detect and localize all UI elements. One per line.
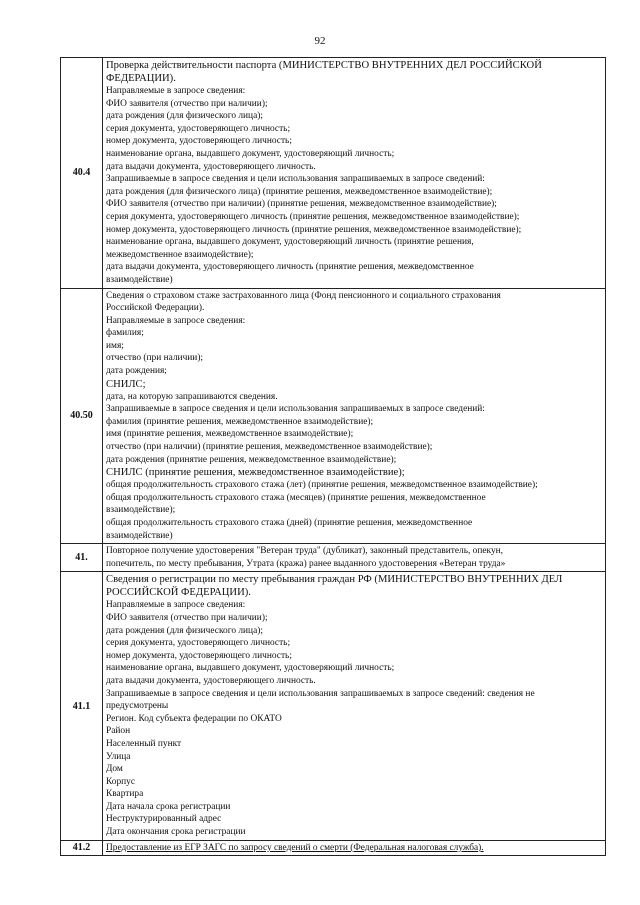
text-line: Сведения о страховом стаже застрахованного лица (Фонд пенсионного и социального страхования — [106, 290, 501, 301]
text-line: ФИО заявителя (отчество при наличии); — [106, 98, 268, 109]
table-row — [61, 840, 606, 856]
page-number: 92 — [314, 35, 326, 47]
text-line: наименование органа, выдавшего документ, удостоверяющий личность; — [106, 148, 395, 159]
text-line: дата рождения; — [106, 366, 167, 377]
text-line: серия документа, удостоверяющего личность; — [106, 638, 291, 649]
text-line: дата выдачи документа, удостоверяющего личность. — [106, 675, 316, 686]
text-line: общая продолжительность страхового стажа (месяцев) (принятие решения, межведомственное — [106, 492, 486, 503]
text-line: СНИЛС; — [106, 378, 146, 390]
text-line: общая продолжительность страхового стажа (дней) (принятие решения, межведомственное — [106, 518, 473, 528]
row-number: 41.2 — [61, 840, 103, 856]
row-description — [103, 572, 606, 840]
text-line: дата выдачи документа, удостоверяющего личность (принятие решения, межведомственное — [106, 262, 474, 273]
text-line: Дата окончания срока регистрации — [106, 827, 246, 838]
text-line: Дата начала срока регистрации — [106, 801, 231, 812]
text-line: номер документа, удостоверяющего личность; — [106, 136, 292, 147]
text-line: Запрашиваемые в запросе сведения и цели использования запрашиваемых в запросе сведений: — [106, 174, 485, 185]
text-line: отчество (при наличии) (принятие решения, межведомственное взаимодействие); — [106, 442, 433, 453]
text-line: СНИЛС (принятие решения, межведомственное взаимодействие); — [106, 467, 405, 479]
text-line: наименование органа, выдавшего документ, удостоверяющий личность; — [106, 663, 395, 674]
text-line: Российской Федерации). — [106, 303, 205, 314]
text-line: Корпус — [106, 776, 136, 787]
text-line: ФИО заявителя (отчество при наличии) (принятие решения, межведомственное взаимодействие); — [106, 199, 497, 210]
text-line: дата выдачи документа, удостоверяющего личность. — [106, 161, 316, 172]
text-line: серия документа, удостоверяющего личность; — [106, 123, 291, 134]
table-row — [61, 58, 606, 289]
text-line: общая продолжительность страхового стажа (лет) (принятие решения, межведомственное взаимодействие); — [106, 480, 538, 491]
text-line: дата, на которую запрашиваются сведения. — [106, 391, 278, 402]
text-line: фамилия (принятие решения, межведомственное взаимодействие); — [106, 416, 374, 427]
services-table — [60, 57, 606, 856]
text-line: номер документа, удостоверяющего личность; — [106, 650, 292, 661]
text-line: Район — [106, 726, 131, 737]
text-line: Улица — [106, 751, 131, 762]
row-description — [103, 544, 606, 572]
text-line: наименование органа, выдавшего документ, удостоверяющий личность (принятие решения, — [106, 237, 474, 248]
text-line: Населенный пункт — [106, 738, 182, 749]
row-description — [103, 288, 606, 544]
text-line: дата рождения (принятие решения, межведомственное взаимодействие); — [106, 454, 397, 465]
text-line: РОССИЙСКОЙ ФЕДЕРАЦИИ). — [106, 587, 251, 599]
row-number: 40.4 — [61, 58, 103, 289]
text-line: Проверка действительности паспорта (МИНИСТЕРСТВО ВНУТРЕННИХ ДЕЛ РОССИЙСКОЙ — [106, 60, 542, 71]
text-line: Квартира — [106, 789, 144, 800]
text-line: имя; — [106, 340, 124, 351]
text-line: межведомственное взаимодействие); — [106, 249, 254, 260]
text-line: номер документа, удостоверяющего личность (принятие решения, межведомственное взаимодействие); — [106, 224, 522, 235]
text-line: Направляемые в запросе сведения: — [106, 86, 246, 96]
text-line: дата рождения (для физического лица); — [106, 625, 263, 636]
text-line: попечитель, по месту пребывания, Утрата (кража) ранее выданного удостоверения «Ветеран труда» — [106, 558, 506, 569]
row-number: 41.1 — [61, 572, 103, 840]
row-number: 41. — [61, 544, 103, 572]
table-row — [61, 572, 606, 840]
table-row — [61, 544, 606, 572]
row-number: 40.50 — [61, 288, 103, 544]
text-line: имя (принятие решения, межведомственное взаимодействие); — [106, 429, 354, 440]
text-line: ФИО заявителя (отчество при наличии); — [106, 612, 268, 623]
row-description — [103, 840, 606, 856]
text-line: фамилия; — [106, 328, 144, 339]
text-line: отчество (при наличии); — [106, 353, 204, 364]
text-line: дата рождения (для физического лица); — [106, 111, 263, 122]
text-line: Запрашиваемые в запросе сведения и цели использования запрашиваемых в запросе сведений: — [106, 404, 485, 415]
text-line: Направляемые в запросе сведения: — [106, 600, 246, 611]
text-line: взаимодействие); — [106, 505, 176, 516]
text-line: Неструктурированный адрес — [106, 814, 222, 825]
text-line: Сведения о регистрации по месту пребывания граждан РФ (МИНИСТЕРСТВО ВНУТРЕННИХ ДЕЛ — [106, 574, 563, 586]
text-line: Повторное получение удостоверения "Ветеран труда" (дубликат), законный представитель, опекун, — [106, 546, 504, 557]
table-row — [61, 288, 606, 544]
text-line: Направляемые в запросе сведения: — [106, 315, 246, 326]
text-line: взаимодействие) — [106, 274, 173, 285]
text-line: Дом — [106, 764, 123, 775]
text-line: Запрашиваемые в запросе сведения и цели использования запрашиваемых в запросе сведений: сведения не — [106, 688, 535, 699]
row-description — [103, 58, 606, 289]
text-line: взаимодействие) — [106, 530, 173, 541]
text-line: серия документа, удостоверяющего личность (принятие решения, межведомственное взаимодействие); — [106, 211, 520, 222]
text-line: Предоставление из ЕГР ЗАГС по запросу сведений о смерти (Федеральная налоговая служба). — [106, 842, 484, 853]
text-line: ФЕДЕРАЦИИ). — [106, 73, 176, 84]
text-line: предусмотрены — [106, 701, 169, 712]
text-line: Регион. Код субъекта федерации по ОКАТО — [106, 713, 282, 724]
text-line: дата рождения (для физического лица) (принятие решения, межведомственное взаимодействие); — [106, 186, 493, 197]
